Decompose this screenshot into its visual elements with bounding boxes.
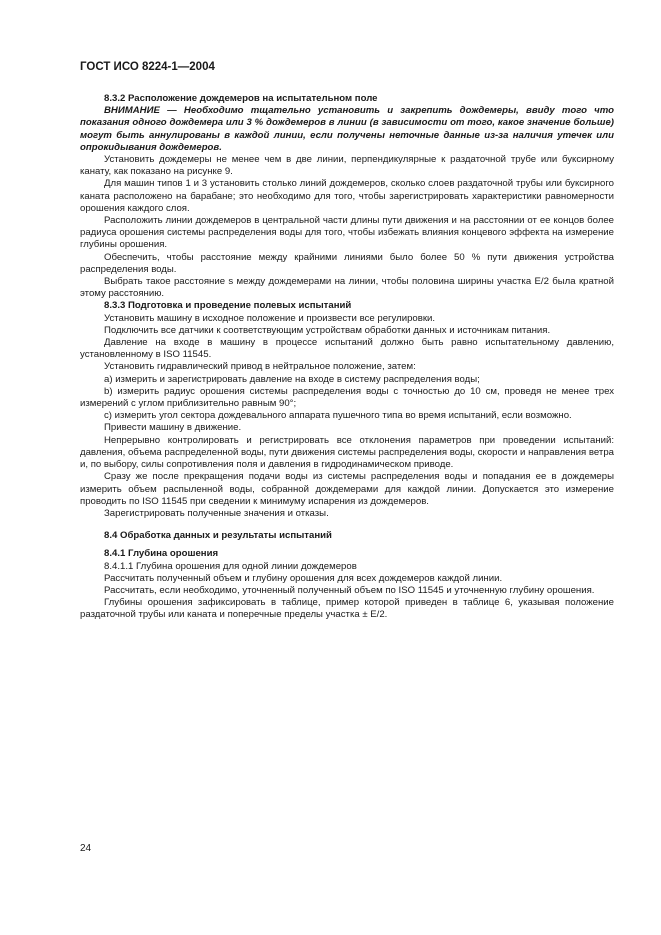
paragraph: Подключить все датчики к соответствующим устройствам обработки данных и источникам питания. xyxy=(104,324,551,336)
paragraph: a) измерить и зарегистрировать давление на входе в систему распределения воды; xyxy=(104,373,480,385)
paragraph: 8.3.2 Расположение дождемеров на испытательном поле xyxy=(104,93,378,104)
paragraph: 8.3.3 Подготовка и проведение полевых испытаний xyxy=(104,300,352,312)
paragraph: 8.4.1 Глубина орошения xyxy=(104,548,219,560)
document-body xyxy=(80,93,614,622)
paragraph: Для машин типов 1 и 3 установить столько линий дождемеров, сколько слоев раздаточной трубы или буксирного каната расположено на барабане; это необходимо для того, чтобы зарегистрировать характеристики равномерности орошения каждого слоя. xyxy=(80,178,614,214)
paragraph: 8.4.1.1 Глубина орошения для одной линии дождемеров xyxy=(104,560,357,572)
paragraph: ВНИМАНИЕ — Необходимо тщательно установить и закрепить дождемеры, ввиду того что показания одного дождемера или 3 % дождемеров в линии (в зависимости от того, какое значение больше) могут быть аннулированы в каждой линии, если получены неточные данные из-за наличия утечек или опрокидывания дождемеров. xyxy=(80,105,614,153)
paragraph: Установить дождемеры не менее чем в две линии, перпендикулярные к раздаточной трубе или буксирному канату, как показано на рисунке 9. xyxy=(80,154,614,178)
paragraph: Обеспечить, чтобы расстояние между крайними линиями было более 50 % пути движения устройства распределения воды. xyxy=(80,251,614,275)
paragraph: 8.4 Обработка данных и результаты испытаний xyxy=(104,530,332,542)
paragraph: Установить машину в исходное положение и произвести все регулировки. xyxy=(104,312,436,324)
page-number: 24 xyxy=(80,843,92,854)
paragraph: Зарегистрировать полученные значения и отказы. xyxy=(104,507,329,519)
paragraph: b) измерить радиус орошения системы распределения воды с точностью до 10 см, проведя не менее трех измерений с углом приблизительно равным 90°; xyxy=(80,385,614,410)
paragraph: Расположить линии дождемеров в центральной части длины пути движения и на расстоянии от ее концов более радиуса орошения системы распределения воды для того, чтобы избежать влияния концевого эффекта на измерение глубины орошения. xyxy=(80,215,614,251)
paragraph: Выбрать такое расстояние s между дождемерами на линии, чтобы половина ширины участка E/2 была кратной этому расстоянию. xyxy=(80,276,614,300)
paragraph: Рассчитать, если необходимо, уточненный полученный объем по ISO 11545 и уточненную глубину орошения. xyxy=(104,584,595,596)
paragraph: Привести машину в движение. xyxy=(104,422,242,434)
paragraph: Установить гидравлический привод в нейтральное положение, затем: xyxy=(104,361,416,373)
paragraph: Сразу же после прекращения подачи воды из системы распределения воды и попадания ее в дождемеры измерить объем распыленной воды, собранной дождемерами для каждой линии. Допускается это измерение проводить по ISO 11545 при сведении к минимуму испарения из дождемеров. xyxy=(80,471,614,507)
paragraph: Давление на входе в машину в процессе испытаний должно быть равно испытательному давлению, установленному в ISO 11545. xyxy=(80,337,614,361)
paragraph: c) измерить угол сектора дождевального аппарата пушечного типа во время испытаний, если возможно. xyxy=(104,410,572,422)
paragraph: Глубины орошения зафиксировать в таблице, пример которой приведен в таблице 6, указывая положение раздаточной трубы или каната и поперечные пределы участка ± E/2. xyxy=(80,597,614,621)
paragraph: Непрерывно контролировать и регистрировать все отклонения параметров при проведении испытаний: давления, объема распределенной воды, пути движения системы распределения воды, скорости и направления ветра и, по выбору, силы сопротивления поля и давления в гидродинамическом приводе. xyxy=(80,434,614,471)
paragraph: Рассчитать полученный объем и глубину орошения для всех дождемеров каждой линии. xyxy=(104,572,503,584)
document-header: ГОСТ ИСО 8224-1—2004 xyxy=(80,61,215,73)
